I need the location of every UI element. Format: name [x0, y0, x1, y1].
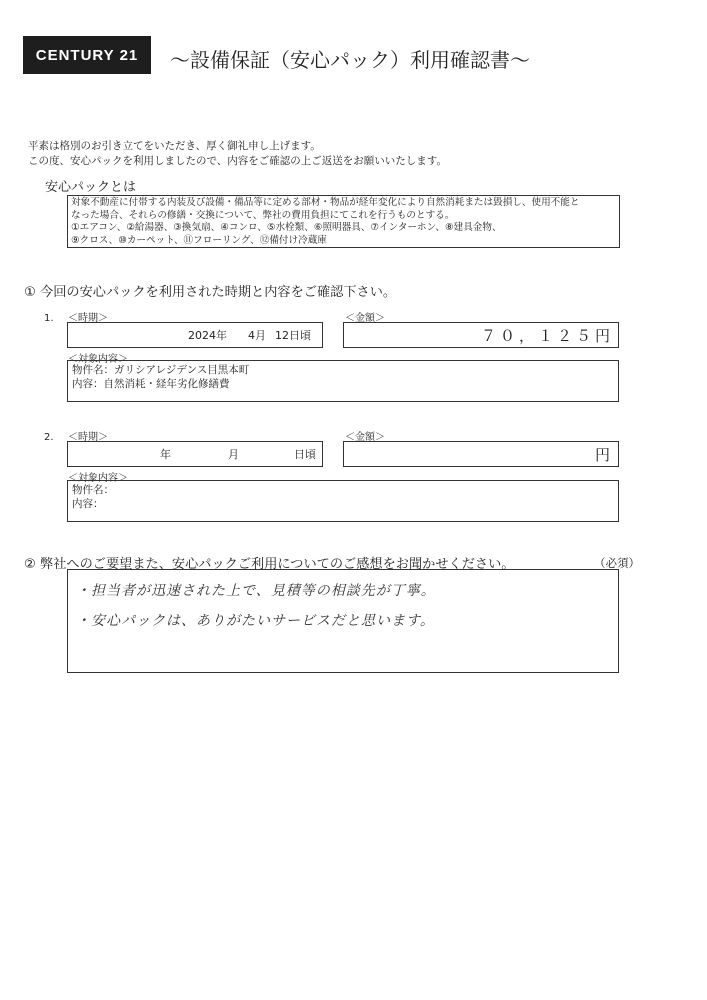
intro-line-2: この度、安心パックを利用しましたので、内容をご確認の上ご返送をお願いいたします。	[28, 155, 447, 167]
definition-heading: 安心パックとは	[45, 180, 137, 195]
entry1-amount: ７０，１２５円	[480, 326, 614, 345]
entry2-amount-field[interactable]	[343, 441, 619, 467]
entry2-period-label: ＜時期＞	[68, 432, 108, 443]
definition-line: ①エアコン、②給湯器、③換気扇、④コンロ、⑤水栓類、⑥照明器具、⑦インターホン、⑧建具金物、	[71, 222, 502, 233]
entry1-year: 2024年	[188, 329, 227, 342]
definition-line: なった場合、それらの修繕・交換について、弊社の費用負担にてこれを行うものとする。	[71, 209, 455, 221]
entry1-month: 4月	[248, 329, 266, 342]
entry2-month: 月	[228, 448, 239, 461]
entry2-property: 物件名：	[72, 484, 114, 496]
entry1-amount-field[interactable]	[343, 322, 619, 348]
entry1-amount-label: ＜金額＞	[345, 313, 385, 324]
entry2-content: 内容：	[72, 497, 104, 510]
section1-title: ① 今回の安心パックを利用された時期と内容をご確認下さい。	[24, 285, 397, 300]
entry2-content-label: ＜対象内容＞	[68, 473, 128, 484]
entry2-content-field[interactable]	[67, 480, 619, 522]
entry2-amount: 円	[594, 445, 614, 464]
definition-box	[67, 195, 620, 248]
entry1-content: 内容：自然消耗・経年劣化修繕費	[72, 377, 230, 390]
definition-line: 対象不動産に付帯する内装及び設備・備品等に定める部材・物品が経年変化により自然消耗または毀損し、使用不能と	[71, 197, 580, 208]
entry1-date-field[interactable]	[67, 322, 323, 348]
entry2-year: 年	[160, 448, 171, 461]
entry2-number: 2.	[44, 432, 54, 443]
entry2-amount-label: ＜金額＞	[345, 432, 385, 443]
century21-logo: CENTURY 21	[23, 36, 151, 74]
entry1-number: 1.	[44, 313, 54, 324]
entry1-content-field[interactable]	[67, 360, 619, 402]
entry1-day: 12日頃	[275, 329, 311, 342]
entry2-day: 日頃	[294, 448, 316, 461]
required-mark: （必須）	[594, 556, 640, 570]
entry1-period-label: ＜時期＞	[68, 313, 108, 324]
feedback-box[interactable]	[67, 569, 619, 673]
definition-line: ⑨クロス、⑩カーペット、⑪フローリング、⑫備付け冷蔵庫	[71, 234, 327, 246]
section2-title: ② 弊社へのご要望また、安心パックご利用についてのご感想をお聞かせください。	[24, 557, 515, 572]
document-title: ～設備保証（安心パック）利用確認書～	[170, 48, 530, 72]
entry1-property: 物件名：ガリシアレジデンス目黒本町	[72, 364, 250, 376]
intro-line-1: 平素は格別のお引き立てをいただき、厚く御礼申し上げます。	[28, 140, 321, 152]
entry1-content-label: ＜対象内容＞	[68, 354, 128, 365]
feedback-handwritten-line-1: ・担当者が迅速された上で、見積等の相談先が丁寧。	[76, 583, 436, 599]
feedback-handwritten-line-2: ・安心パックは、ありがたいサービスだと思います。	[76, 613, 435, 629]
entry2-date-field[interactable]	[67, 441, 323, 467]
